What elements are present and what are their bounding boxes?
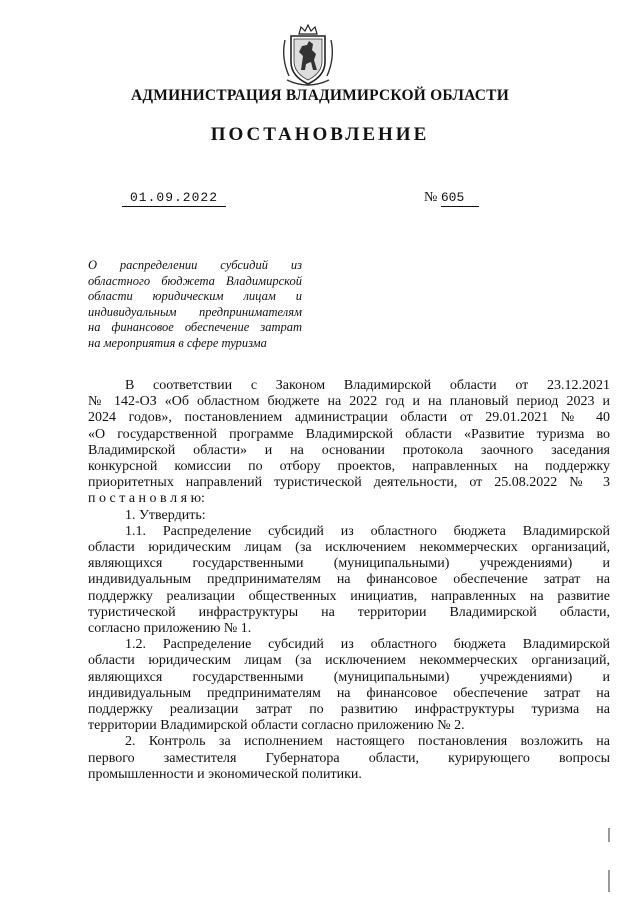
body-line: поддержку реализации общественных инициатив, направленных на развитие [88, 588, 610, 604]
body-line: 2. Контроль за исполнением настоящего постановления возложить на [125, 734, 610, 750]
body-line: территории Владимирской области согласно приложению № 2. [88, 718, 465, 734]
body-line: туристической инфраструктуры на территории Владимирской области, [88, 604, 610, 620]
body-line: 1.2. Распределение субсидий из областного бюджета Владимирской [125, 637, 610, 653]
document-title [88, 258, 302, 352]
title-line: О распределении субсидий из [88, 258, 302, 272]
title-line: на мероприятия в сфере туризма [88, 335, 267, 350]
organization-name: АДМИНИСТРАЦИЯ ВЛАДИМИРСКОЙ ОБЛАСТИ [131, 87, 509, 104]
body-line: поддержку реализации затрат по развитию инфраструктуры туризма на [88, 702, 610, 718]
body-line: области юридическим лицам (за исключением некоммерческих организаций, [88, 540, 610, 556]
body-line: «О государственной программе Владимирской области «Развитие туризма во [88, 426, 610, 442]
body-line: Владимирской области» и на основании протокола заочного заседания [88, 442, 610, 458]
title-line: индивидуальным предпринимателям [88, 304, 302, 319]
number-sign: № [424, 190, 438, 205]
item-1-2-paragraph [88, 637, 610, 734]
body-line: индивидуальным предпринимателям на финансовое обеспечение затрат на [88, 685, 610, 701]
item-2-paragraph [88, 734, 610, 783]
body-line: первого заместителя Губернатора области, курирующего вопросы [88, 750, 610, 766]
coat-of-arms-emblem [277, 24, 339, 88]
body-line: индивидуальным предпринимателям на финансовое обеспечение затрат на [88, 572, 610, 588]
scan-mark [608, 870, 610, 892]
body-line: конкурсной комиссии по отбору проектов, направленных на поддержку [88, 459, 610, 475]
title-line: на финансовое обеспечение затрат [88, 320, 302, 335]
document-number [424, 190, 479, 207]
body-line: области юридическим лицам (за исключением некоммерческих организаций, [88, 653, 610, 669]
body-line: п о с т а н о в л я ю: [88, 491, 205, 507]
document-date: 01.09.2022 [122, 190, 226, 207]
body-line: В соответствии с Законом Владимирской области от 23.12.2021 [125, 378, 610, 393]
document-type: ПОСТАНОВЛЕНИЕ [210, 124, 430, 145]
document-body [88, 378, 610, 783]
body-line: 1. Утвердить: [125, 507, 206, 523]
body-line: 1.1. Распределение субсидий из областного бюджета Владимирской [125, 523, 610, 539]
title-line: областного бюджета Владимирской [88, 273, 302, 288]
body-line: являющихся государственными (муниципальными) учреждениями) и [88, 669, 610, 685]
scan-mark [608, 828, 610, 842]
body-line: приоритетных направлений туристической деятельности, от 25.08.2022 № 3 [88, 475, 610, 491]
body-line: 2024 годов», постановлением администрации области от 29.01.2021 № 40 [88, 410, 610, 426]
item-1-1-paragraph [88, 524, 610, 637]
body-line: являющихся государственными (муниципальными) учреждениями) и [88, 556, 610, 572]
preamble-paragraph [88, 378, 610, 508]
item-1-paragraph [88, 508, 610, 524]
body-line: согласно приложению № 1. [88, 621, 252, 637]
number-value: 605 [441, 190, 479, 207]
body-line: № 142-ОЗ «Об областном бюджете на 2022 год и на плановый период 2023 и [88, 394, 610, 410]
body-line: промышленности и экономической политики. [88, 766, 362, 782]
title-line: области юридическим лицам и [88, 289, 302, 304]
